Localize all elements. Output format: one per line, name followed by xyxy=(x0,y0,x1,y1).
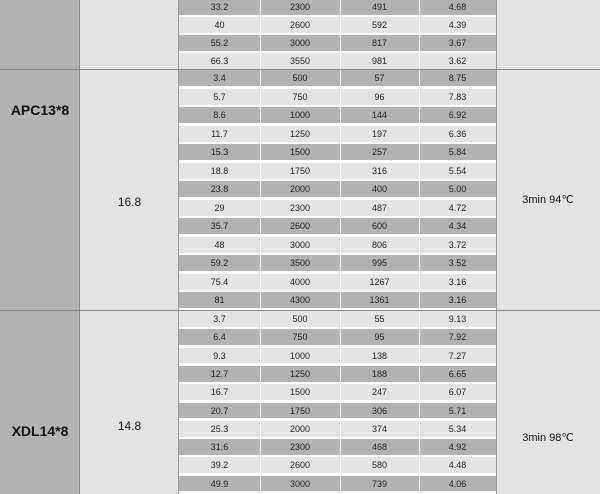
cell-current: 5.7 xyxy=(213,91,226,102)
table-row xyxy=(179,457,496,474)
cell-power: 487 xyxy=(371,202,388,213)
cell-power: 374 xyxy=(371,423,388,434)
cell-power: 316 xyxy=(371,165,388,176)
table-row xyxy=(179,144,496,161)
cell-efficiency: 6.07 xyxy=(448,387,467,398)
voltage-value: 16.8 xyxy=(117,195,142,209)
cell-current: 81 xyxy=(214,295,225,305)
cell-rpm: 3000 xyxy=(289,478,311,489)
table-row xyxy=(179,292,496,309)
cell-power: 1361 xyxy=(369,295,390,305)
note-cell xyxy=(496,0,600,70)
cell-efficiency: 5.71 xyxy=(448,405,467,416)
cell-current: 48 xyxy=(214,239,225,250)
column-divider xyxy=(340,70,341,310)
table-row xyxy=(179,200,496,217)
table-row xyxy=(179,476,496,493)
cell-current: 16.7 xyxy=(210,387,229,398)
model-cell xyxy=(0,0,80,70)
cell-efficiency: 3.67 xyxy=(448,38,467,48)
cell-current: 8.6 xyxy=(213,110,226,120)
cell-efficiency: 4.34 xyxy=(448,221,467,231)
cell-power: 739 xyxy=(371,478,388,489)
cell-efficiency: 9.13 xyxy=(448,314,467,324)
cell-rpm: 2000 xyxy=(289,184,311,194)
column-divider xyxy=(260,70,261,310)
cell-rpm: 500 xyxy=(292,314,308,324)
cell-rpm: 3500 xyxy=(289,258,311,268)
cell-rpm: 2300 xyxy=(289,2,311,12)
cell-efficiency: 3.16 xyxy=(448,295,467,305)
cell-current: 35.7 xyxy=(210,221,229,231)
cell-current: 11.7 xyxy=(211,128,228,139)
cell-rpm: 4000 xyxy=(289,276,311,287)
table-row xyxy=(179,255,496,272)
cell-power: 806 xyxy=(371,239,388,250)
column-divider xyxy=(260,311,261,494)
column-divider xyxy=(419,0,420,70)
group-rows xyxy=(179,70,496,310)
cell-current: 25.3 xyxy=(210,423,229,434)
cell-power: 1267 xyxy=(369,276,390,287)
cell-efficiency: 4.48 xyxy=(448,460,467,471)
cell-power: 306 xyxy=(371,405,388,416)
table-row xyxy=(179,181,496,198)
cell-power: 96 xyxy=(374,91,385,102)
cell-rpm: 1500 xyxy=(289,387,311,398)
cell-efficiency: 7.27 xyxy=(448,350,467,361)
cell-current: 6.4 xyxy=(213,332,226,343)
voltage-cell xyxy=(80,0,179,70)
group-rows xyxy=(179,311,496,494)
voltage-cell xyxy=(80,70,179,310)
cell-power: 138 xyxy=(371,350,388,361)
table-row xyxy=(179,0,496,16)
note-cell xyxy=(496,311,600,494)
cell-current: 15.3 xyxy=(210,147,229,157)
cell-rpm: 1750 xyxy=(289,405,311,416)
cell-power: 600 xyxy=(371,221,388,231)
table-row xyxy=(179,311,496,328)
cell-efficiency: 7.83 xyxy=(448,91,467,102)
cell-efficiency: 3.16 xyxy=(448,276,467,287)
table-row xyxy=(179,89,496,106)
cell-rpm: 3000 xyxy=(289,38,311,48)
cell-power: 144 xyxy=(371,110,388,120)
cell-power: 400 xyxy=(371,184,388,194)
table-row xyxy=(179,163,496,180)
cell-efficiency: 4.39 xyxy=(448,20,467,30)
cell-current: 3.4 xyxy=(213,73,226,83)
cell-current: 3.7 xyxy=(213,314,226,324)
cell-power: 995 xyxy=(371,258,388,268)
cell-rpm: 1000 xyxy=(289,110,311,120)
cell-power: 580 xyxy=(371,460,388,471)
cell-rpm: 2300 xyxy=(289,442,311,453)
cell-power: 257 xyxy=(371,147,388,157)
cell-rpm: 2600 xyxy=(289,460,311,471)
cell-rpm: 500 xyxy=(292,73,308,83)
cell-efficiency: 4.92 xyxy=(448,442,467,453)
table-row xyxy=(179,348,496,365)
cell-current: 66.3 xyxy=(210,56,229,66)
test-condition: 3min 94℃ xyxy=(522,194,574,206)
model-name: APC13*8 xyxy=(10,102,70,118)
cell-efficiency: 4.06 xyxy=(448,478,467,489)
table-row xyxy=(179,329,496,346)
cell-rpm: 1500 xyxy=(289,147,311,157)
cell-efficiency: 4.68 xyxy=(448,2,467,12)
cell-efficiency: 5.54 xyxy=(448,165,467,176)
cell-power: 57 xyxy=(374,73,385,83)
cell-efficiency: 4.72 xyxy=(448,202,467,213)
group-divider xyxy=(0,310,600,311)
cell-power: 188 xyxy=(371,368,388,379)
voltage-value: 14.8 xyxy=(117,419,142,433)
table-row xyxy=(179,107,496,124)
cell-efficiency: 3.52 xyxy=(448,258,467,268)
cell-rpm: 4300 xyxy=(289,295,311,305)
cell-current: 12.7 xyxy=(210,368,229,379)
column-divider xyxy=(340,0,341,70)
cell-current: 29 xyxy=(214,202,225,213)
voltage-cell xyxy=(80,311,179,494)
cell-power: 55 xyxy=(374,314,385,324)
cell-current: 33.2 xyxy=(210,2,229,12)
cell-current: 18.8 xyxy=(210,165,229,176)
cell-rpm: 1250 xyxy=(289,128,311,139)
model-name: XDL14*8 xyxy=(11,423,69,439)
cell-efficiency: 6.36 xyxy=(448,128,467,139)
cell-current: 39.2 xyxy=(210,460,229,471)
cell-current: 49.9 xyxy=(210,478,229,489)
cell-efficiency: 6.92 xyxy=(448,110,467,120)
cell-power: 468 xyxy=(371,442,388,453)
table-row xyxy=(179,274,496,291)
table-row xyxy=(179,70,496,87)
cell-rpm: 3000 xyxy=(289,239,311,250)
cell-power: 981 xyxy=(371,56,388,66)
cell-current: 31.6 xyxy=(210,442,229,453)
column-divider xyxy=(419,70,420,310)
cell-power: 95 xyxy=(374,332,385,343)
cell-current: 75.4 xyxy=(210,276,229,287)
table-row xyxy=(179,126,496,143)
cell-efficiency: 5.84 xyxy=(448,147,467,157)
table-row xyxy=(179,439,496,456)
table-row xyxy=(179,218,496,235)
cell-current: 40 xyxy=(214,20,225,30)
table-row xyxy=(179,17,496,34)
cell-rpm: 2300 xyxy=(289,202,311,213)
table-row xyxy=(179,421,496,438)
table-row xyxy=(179,35,496,52)
table-row xyxy=(179,237,496,254)
column-divider xyxy=(419,311,420,494)
note-cell xyxy=(496,70,600,310)
cell-efficiency: 5.00 xyxy=(448,184,467,194)
cell-current: 55.2 xyxy=(210,38,229,48)
cell-current: 23.8 xyxy=(210,184,229,194)
table-row xyxy=(179,53,496,70)
cell-efficiency: 6.65 xyxy=(448,368,467,379)
group-rows xyxy=(179,0,496,70)
cell-rpm: 1750 xyxy=(289,165,311,176)
cell-efficiency: 5.34 xyxy=(448,423,467,434)
table-row xyxy=(179,403,496,420)
model-cell xyxy=(0,311,80,494)
cell-rpm: 2600 xyxy=(289,221,311,231)
cell-rpm: 1000 xyxy=(289,350,311,361)
cell-efficiency: 3.62 xyxy=(448,56,467,66)
cell-efficiency: 8.75 xyxy=(448,73,467,83)
cell-power: 247 xyxy=(371,387,388,398)
group-divider xyxy=(0,69,600,70)
cell-rpm: 2000 xyxy=(289,423,311,434)
cell-power: 491 xyxy=(371,2,388,12)
cell-rpm: 3550 xyxy=(289,56,311,66)
cell-current: 59.2 xyxy=(210,258,229,268)
cell-rpm: 750 xyxy=(292,91,308,102)
cell-rpm: 750 xyxy=(292,332,308,343)
cell-current: 9.3 xyxy=(213,350,226,361)
column-divider xyxy=(340,311,341,494)
column-divider xyxy=(260,0,261,70)
cell-power: 592 xyxy=(371,20,388,30)
cell-rpm: 1250 xyxy=(289,368,311,379)
table-row xyxy=(179,366,496,383)
cell-power: 197 xyxy=(371,128,388,139)
cell-current: 20.7 xyxy=(210,405,229,416)
cell-efficiency: 3.72 xyxy=(448,239,467,250)
cell-rpm: 2600 xyxy=(289,20,311,30)
test-condition: 3min 98℃ xyxy=(522,432,574,444)
cell-power: 817 xyxy=(371,38,388,48)
table-row xyxy=(179,384,496,401)
cell-efficiency: 7.92 xyxy=(448,332,467,343)
